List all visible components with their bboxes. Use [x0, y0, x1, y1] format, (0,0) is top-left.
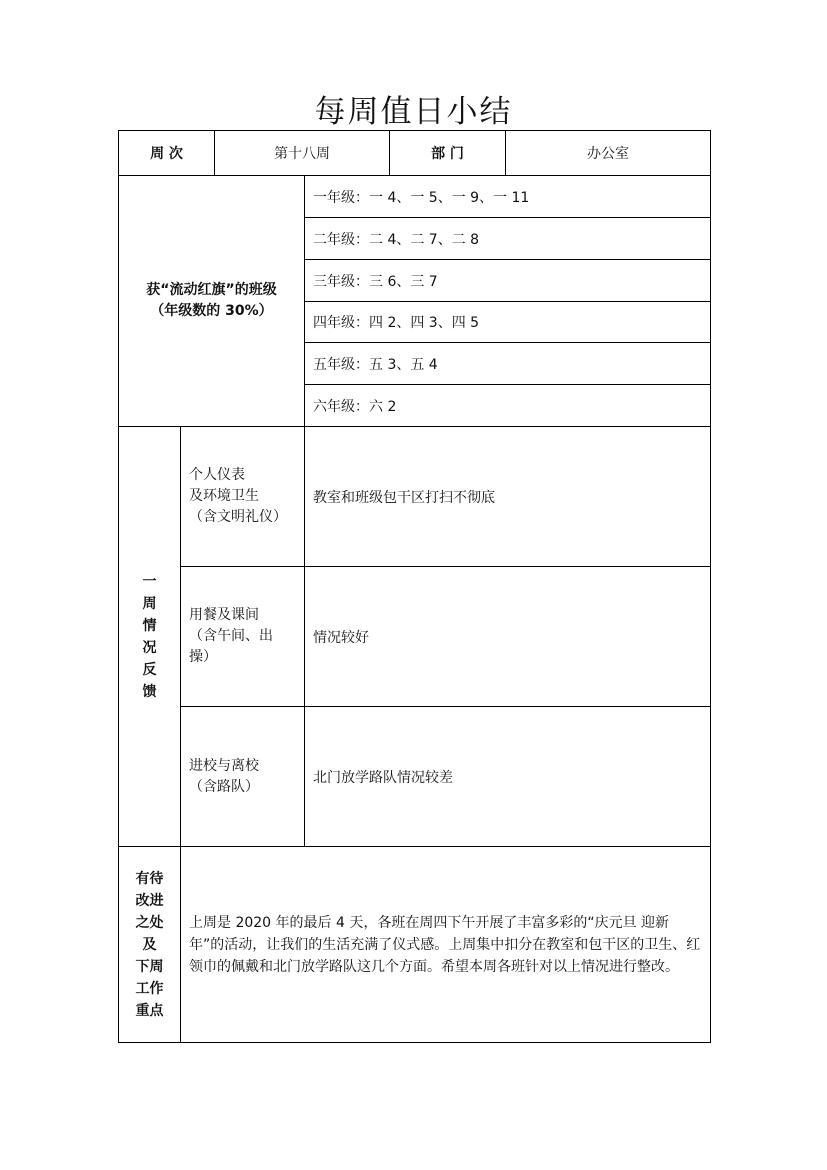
- feedback-item-line: （含午间、出: [189, 628, 273, 644]
- feedback-label-char: 况: [142, 639, 157, 656]
- improve-label-line: 及: [142, 936, 157, 953]
- feedback-item-2: [181, 567, 305, 707]
- feedback-item-1: [181, 427, 305, 567]
- improve-label-line: 重点: [135, 1002, 164, 1019]
- improve-label-line: 有待: [135, 870, 164, 887]
- feedback-content-3: 北门放学路队情况较差: [305, 707, 711, 847]
- dept-value: 办公室: [506, 131, 711, 176]
- improve-label-line: 改进: [135, 892, 164, 909]
- grade-row-3: 三年级：三 6、三 7: [305, 260, 711, 302]
- feedback-item-line: 用餐及课间: [189, 607, 259, 623]
- feedback-label-char: 情: [142, 617, 157, 634]
- feedback-label-char: 馈: [142, 683, 157, 700]
- grade-row-5: 五年级：五 3、五 4: [305, 343, 711, 385]
- grade-row-4: 四年级：四 2、四 3、四 5: [305, 302, 711, 343]
- feedback-item-line: 个人仪表: [189, 467, 245, 483]
- feedback-item-3: [181, 707, 305, 847]
- improve-label-line: 工作: [135, 980, 164, 997]
- feedback-item-line: （含路队）: [189, 778, 259, 795]
- dept-label: 部 门: [390, 131, 506, 176]
- feedback-item-line: 及环境卫生: [189, 488, 259, 504]
- grade-row-2: 二年级：二 4、二 7、二 8: [305, 218, 711, 260]
- feedback-label-char: 周: [142, 595, 157, 612]
- feedback-label: [119, 427, 181, 847]
- header-row: [119, 131, 711, 176]
- feedback-item-line: （含文明礼仪）: [189, 509, 287, 525]
- feedback-label-char: 反: [142, 661, 157, 678]
- week-label: 周 次: [119, 131, 215, 176]
- summary-table: [118, 130, 711, 1043]
- page-title: 每周值日小结: [314, 94, 513, 130]
- feedback-item-line: 进校与离校: [189, 757, 259, 774]
- grade-row-1: 一年级：一 4、一 5、一 9、一 11: [305, 176, 711, 218]
- improve-label-line: 之处: [135, 914, 164, 931]
- red-flag-label-line1: 获“流动红旗”的班级: [146, 282, 277, 298]
- improve-text: 上周是 2020 年的最后 4 天，各班在周四下午开展了丰富多彩的“庆元旦 迎新年”的活动，让我们的生活充满了仪式感。上周集中扣分在教室和包干区的卫生、红领巾的佩戴和北门放学路队这几个方面。希望本周各班针对以上情况进行整改。: [181, 847, 711, 1043]
- improve-label: [119, 847, 181, 1043]
- red-flag-label-line2: （年级数的 30%）: [150, 303, 273, 319]
- feedback-item-line: 操）: [189, 649, 217, 665]
- feedback-content-1: 教室和班级包干区打扫不彻底: [305, 427, 711, 567]
- red-flag-label: [119, 176, 305, 427]
- feedback-content-2: 情况较好: [305, 567, 711, 707]
- grade-row-6: 六年级：六 2: [305, 385, 711, 427]
- week-value: 第十八周: [215, 131, 390, 176]
- feedback-label-char: 一: [142, 573, 157, 590]
- improve-label-line: 下周: [135, 958, 164, 975]
